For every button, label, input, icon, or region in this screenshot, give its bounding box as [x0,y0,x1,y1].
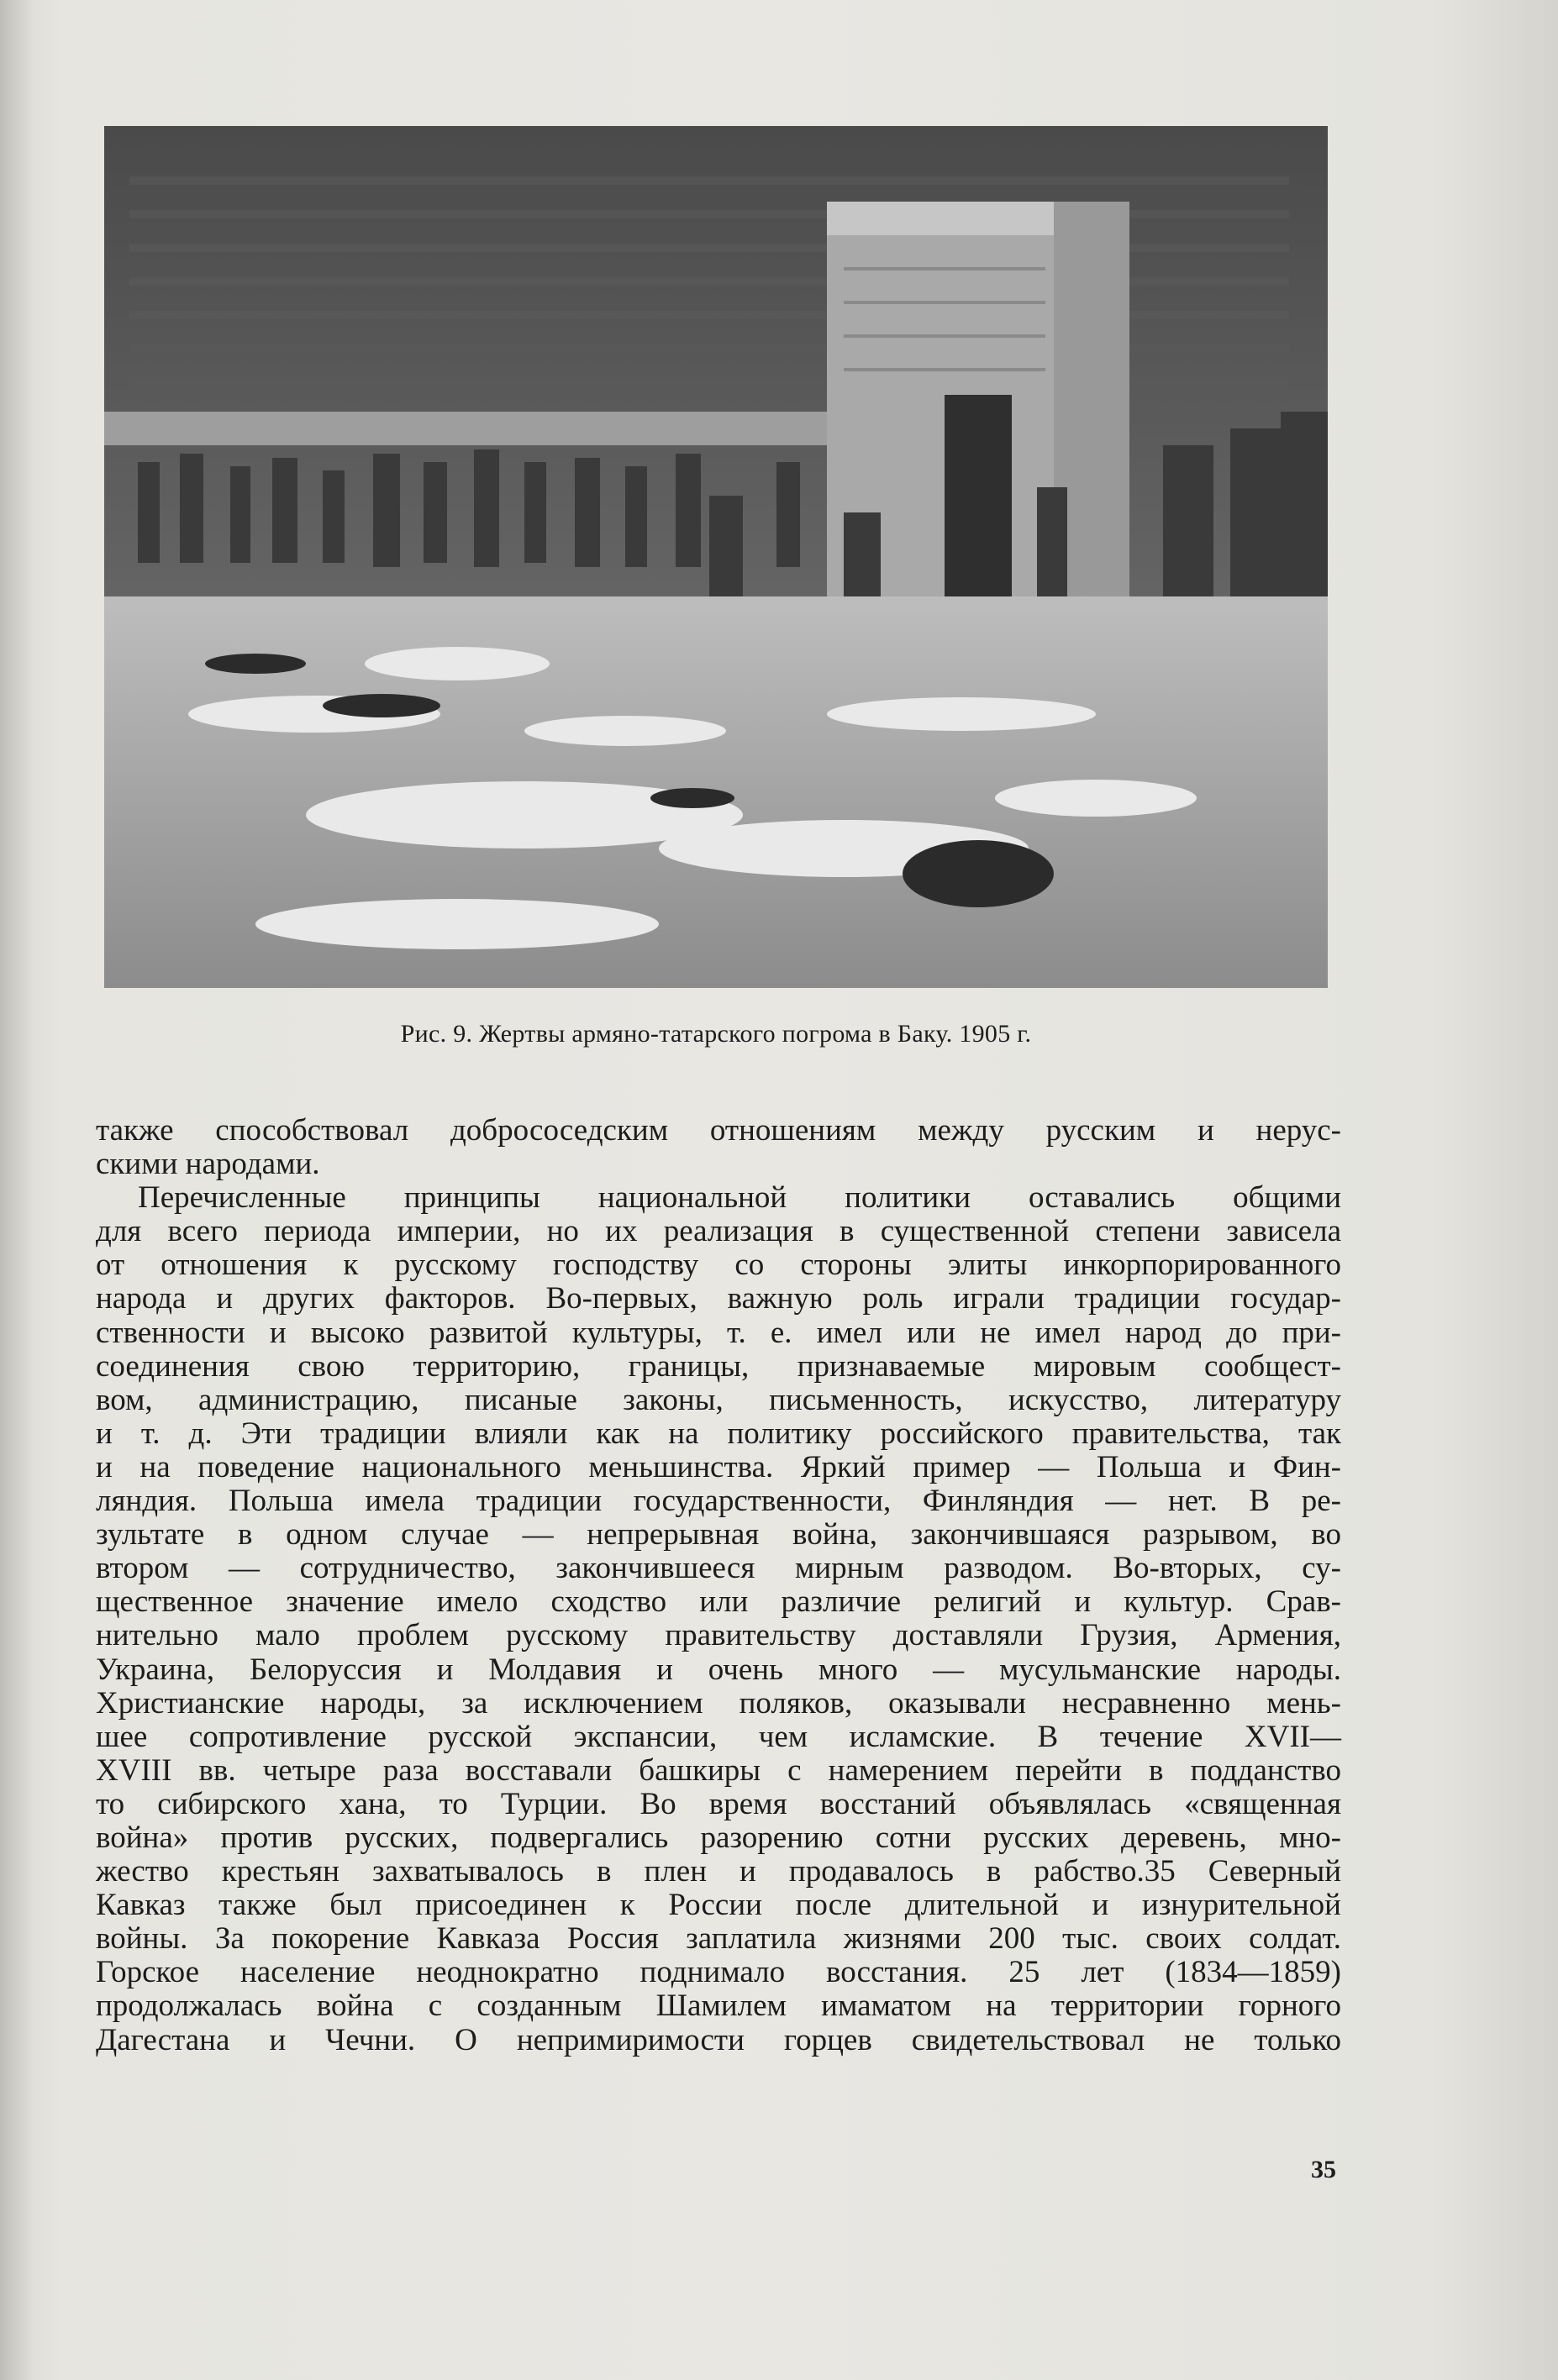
text-line: Кавказ также был присоединен к России после длительной и изнурительной [96,1888,1341,1923]
text-line: и т. д. Эти традиции влияли как на политику российского правительства, так [96,1416,1341,1451]
text-line: XVIII вв. четыре раза восставали башкиры с намерением перейти в подданство [96,1752,1341,1788]
text-line: войны. За покорение Кавказа Россия заплатила жизнями 200 тыс. своих солдат. [96,1921,1341,1957]
text-line: вом, администрацию, писаные законы, письменность, искусство, литературу [96,1382,1341,1417]
text-line: соединения свою территорию, границы, признаваемые мировым сообщест- [96,1348,1341,1384]
text-line: война» против русских, подвергались разорению сотни русских деревень, мно- [96,1820,1341,1855]
text-line: Дагестана и Чечни. О непримиримости горцев свидетельствовал не только [96,2022,1341,2057]
text-line: то сибирского хана, то Турции. Во время восстаний объявлялась «священная [96,1786,1341,1821]
binding-shadow [0,0,34,2380]
text-line: Христианские народы, за исключением поляков, оказывали несравненно мень- [96,1685,1341,1721]
text-line: для всего периода империи, но их реализация в существенной степени зависела [96,1214,1341,1249]
text-line: Перечисленные принципы национальной политики оставались общими [138,1180,1341,1216]
text-line: щественное значение имело сходство или различие религий и культур. Срав- [96,1584,1341,1620]
text-line: ляндия. Польша имела традиции государственности, Финляндия — нет. В ре- [96,1484,1341,1519]
figure-caption: Рис. 9. Жертвы армяно-татарского погрома в Баку. 1905 г. [400,1020,1032,1048]
page-number: 35 [1311,2156,1336,2183]
text-line: продолжалась война с созданным Шамилем имаматом на территории горного [96,1989,1341,2024]
text-line: Горское население неоднократно поднимало восстания. 25 лет (1834—1859) [96,1955,1341,1990]
text-line: шее сопротивление русской экспансии, чем исламские. В течение XVII— [96,1719,1341,1754]
text-line: и на поведение национального меньшинства. Яркий пример — Польша и Фин- [96,1449,1341,1484]
text-line: народа и других факторов. Во-первых, важную роль играли традиции государ- [96,1281,1341,1316]
text-line: от отношения к русскому господству со стороны элиты инкорпорированного [96,1248,1341,1283]
text-line: ственности и высоко развитой культуры, т. е. имел или не имел народ до при- [96,1315,1341,1350]
historical-photo [104,126,1328,988]
text-line: втором — сотрудничество, закончившееся мирным разводом. Во-вторых, су- [96,1551,1341,1586]
text-line: жество крестьян захватывалось в плен и продавалось в рабство.35 Северный [96,1854,1341,1889]
text-line: скими народами. [96,1147,320,1182]
body-text [96,1114,1341,2057]
text-line: нительно мало проблем русскому правительству доставляли Грузия, Армения, [96,1618,1341,1653]
text-line: зультате в одном случае — непрерывная война, закончившаяся разрывом, во [96,1517,1341,1553]
text-line: также способствовал добрососедским отношениям между русским и нерус- [96,1113,1341,1148]
text-line: Украина, Белоруссия и Молдавия и очень много — мусульманские народы. [96,1652,1341,1687]
